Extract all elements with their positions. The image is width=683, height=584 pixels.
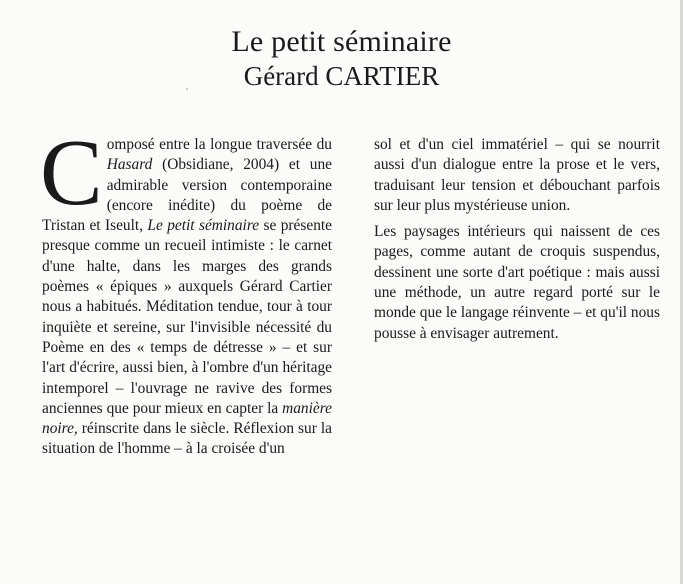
page-title: Le petit séminaire <box>231 25 452 58</box>
drop-cap: C <box>40 121 103 225</box>
right-text-column <box>374 135 660 344</box>
text-run: , réinscrite dans le siècle. Réflexion sur la situation de l'homme – à la croisée d'un <box>42 420 332 458</box>
text-run: se présente presque comme un recueil intimiste : le carnet d'une halte, dans les marges des grands poèmes « épiques » auxquels Gérard Cartier nous a habitués. Méditation tendue, tour à tour inquiète et sereine, sur l'invisible nécessité du Poème en des « temps de détresse » – et sur l'art d'écrire, aussi bien, à l'ombre d'un héritage intemporel – l'ouvrage ne ravive des formes anciennes que pour mieux en capter la <box>42 217 332 417</box>
right-paragraph-1: sol et d'un ciel immatériel – qui se nourrit aussi d'un dialogue entre la prose et le vers, traduisant leur tension et débouchant parfois sur leur plus mystérieuse union. <box>374 136 660 214</box>
left-paragraph <box>40 121 332 460</box>
left-text-column <box>40 121 332 460</box>
book-title-hasard: Hasard <box>106 156 153 174</box>
emphasis-maniere-noire: manière noire <box>42 399 332 438</box>
right-paragraph-2: Les paysages intérieurs qui naissent de ces pages, comme autant de croquis suspendus, dessinent une sorte d'art poétique : mais aussi une méthode, un autre regard porté sur le monde que le langage réinvente – et qu'il nous pousse à envisager autrement. <box>374 223 660 342</box>
scan-speck <box>186 88 188 90</box>
book-title-petit-seminaire: Le petit séminaire <box>147 217 260 235</box>
author-name: Gérard CARTIER <box>243 61 440 91</box>
text-run: omposé entre la longue traversée du <box>106 136 332 153</box>
text-run: (Obsidiane, 2004) et une admirable version contemporaine (encore inédite) du poème de Tristan et Iseult, <box>42 156 332 235</box>
